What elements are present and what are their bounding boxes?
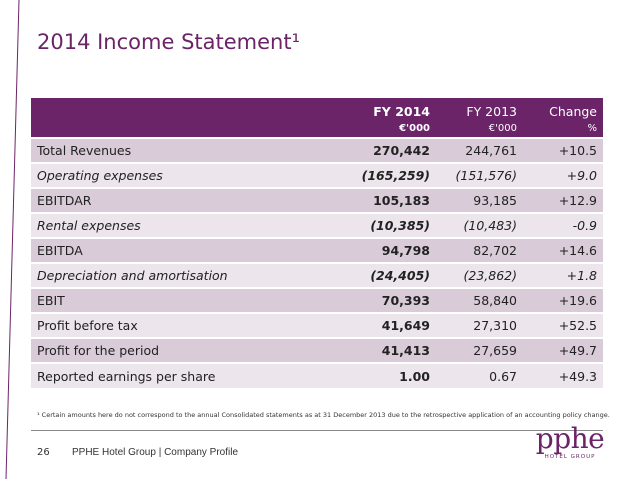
row-fy2013-value: 244,761: [436, 138, 523, 163]
footnote: ¹ Certain amounts here do not correspond to the annual Consolidated statements as at 31 December 2013 due to the retrospective application of an accounting policy change.: [37, 411, 610, 419]
row-change-value: +19.6: [523, 288, 603, 313]
row-fy2014-value: 41,413: [346, 338, 436, 363]
row-fy2013-value: (10,483): [436, 213, 523, 238]
logo-wordmark: pphe: [535, 422, 605, 455]
slide-title: 2014 Income Statement¹: [37, 30, 300, 54]
row-label: Operating expenses: [31, 163, 346, 188]
company-logo: [534, 422, 606, 460]
row-change-value: +14.6: [523, 238, 603, 263]
footer-divider: [31, 430, 603, 431]
table-header-row: [31, 98, 603, 138]
table-row: [31, 363, 603, 388]
row-change-value: +49.3: [523, 363, 603, 388]
row-fy2013-value: (23,862): [436, 263, 523, 288]
row-label: Depreciation and amortisation: [31, 263, 346, 288]
row-fy2014-value: 94,798: [346, 238, 436, 263]
row-change-value: +12.9: [523, 188, 603, 213]
row-fy2014-value: (165,259): [346, 163, 436, 188]
header-change-title: Change: [549, 104, 597, 119]
row-change-value: +1.8: [523, 263, 603, 288]
header-fy2013-title: FY 2013: [466, 104, 517, 119]
header-fy2013: [436, 98, 523, 138]
row-fy2014-value: 70,393: [346, 288, 436, 313]
row-fy2013-value: 27,659: [436, 338, 523, 363]
row-fy2013-value: 0.67: [436, 363, 523, 388]
table-row: [31, 338, 603, 363]
header-change: [523, 98, 603, 138]
row-fy2014-value: (10,385): [346, 213, 436, 238]
table-row: [31, 263, 603, 288]
row-label: EBIT: [31, 288, 346, 313]
header-fy2014-unit: €'000: [399, 123, 430, 134]
row-fy2014-value: 41,649: [346, 313, 436, 338]
row-fy2013-value: 27,310: [436, 313, 523, 338]
row-label: Total Revenues: [31, 138, 346, 163]
table-row: [31, 138, 603, 163]
header-fy2014-title: FY 2014: [373, 104, 430, 119]
decorative-diagonal-line: [0, 0, 30, 479]
header-change-unit: %: [587, 123, 597, 134]
header-fy2013-unit: €'000: [488, 123, 517, 134]
table-row: [31, 163, 603, 188]
footer-text: PPHE Hotel Group | Company Profile: [72, 447, 239, 458]
table-row: [31, 238, 603, 263]
logo-tagline: HOTEL GROUP: [544, 454, 596, 460]
row-change-value: -0.9: [523, 213, 603, 238]
row-label: Reported earnings per share: [31, 363, 346, 388]
header-label-cell: [31, 98, 346, 138]
row-label: Rental expenses: [31, 213, 346, 238]
table-row: [31, 313, 603, 338]
row-change-value: +52.5: [523, 313, 603, 338]
row-label: Profit before tax: [31, 313, 346, 338]
row-change-value: +10.5: [523, 138, 603, 163]
row-fy2014-value: 105,183: [346, 188, 436, 213]
row-change-value: +49.7: [523, 338, 603, 363]
table-row: [31, 213, 603, 238]
table-row: [31, 188, 603, 213]
row-fy2014-value: 270,442: [346, 138, 436, 163]
row-label: Profit for the period: [31, 338, 346, 363]
row-fy2014-value: 1.00: [346, 363, 436, 388]
page-number: 26: [37, 447, 50, 458]
row-fy2014-value: (24,405): [346, 263, 436, 288]
row-label: EBITDAR: [31, 188, 346, 213]
header-fy2014: [346, 98, 436, 138]
row-fy2013-value: 93,185: [436, 188, 523, 213]
table-row: [31, 288, 603, 313]
row-change-value: +9.0: [523, 163, 603, 188]
row-label: EBITDA: [31, 238, 346, 263]
row-fy2013-value: 82,702: [436, 238, 523, 263]
row-fy2013-value: (151,576): [436, 163, 523, 188]
income-statement-table: [31, 98, 603, 388]
row-fy2013-value: 58,840: [436, 288, 523, 313]
